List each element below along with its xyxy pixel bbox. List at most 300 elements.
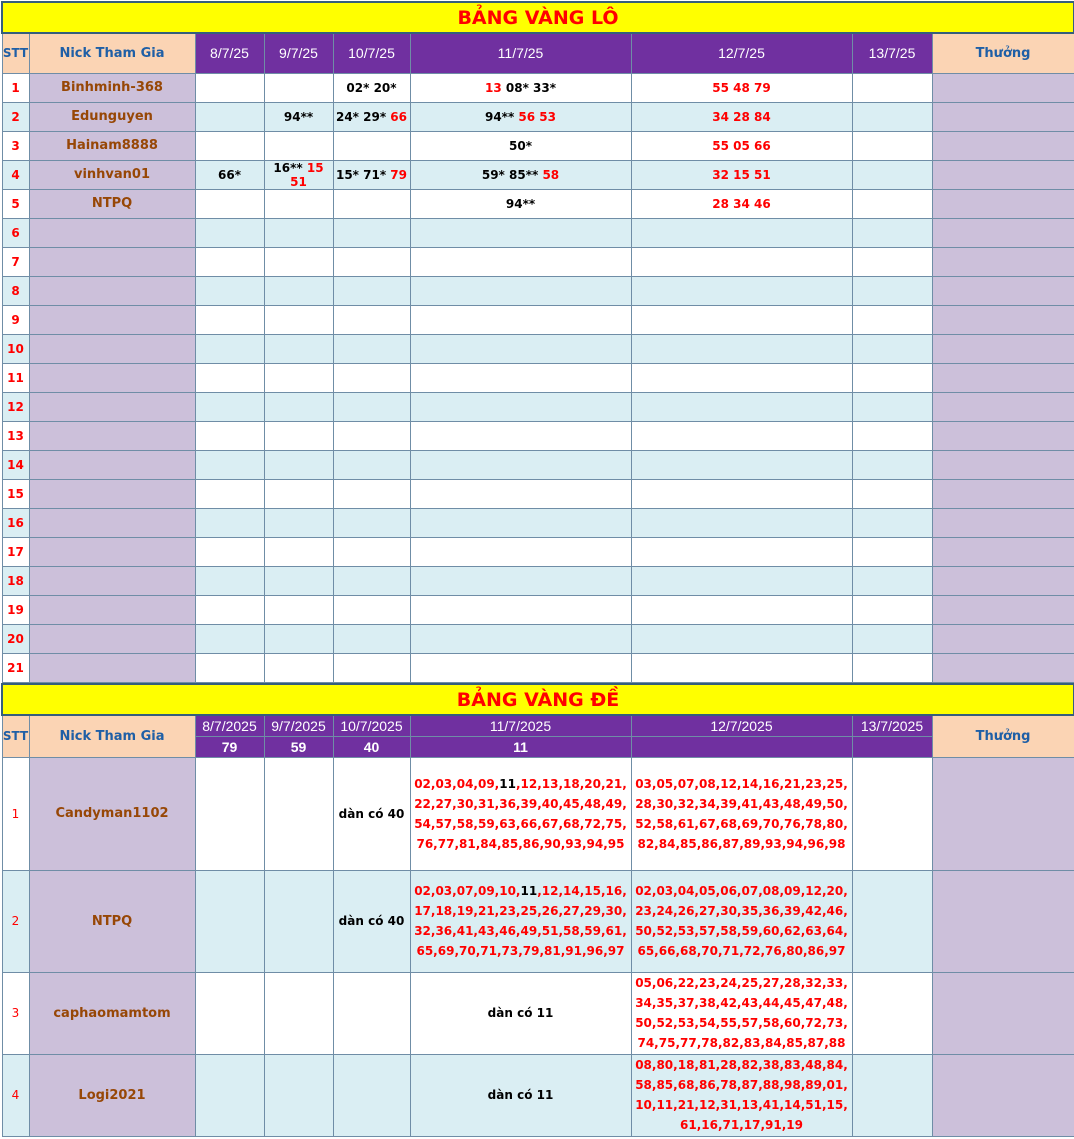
de-result: 11 bbox=[410, 736, 631, 757]
nick-cell bbox=[29, 247, 195, 276]
table-row bbox=[2, 1054, 1074, 1136]
pick-cell bbox=[631, 363, 852, 392]
de-result bbox=[852, 736, 932, 757]
pick-cell bbox=[195, 595, 264, 624]
reward-cell bbox=[932, 508, 1074, 537]
pick-cell bbox=[264, 870, 333, 972]
reward-cell bbox=[932, 131, 1074, 160]
lo-rows bbox=[2, 73, 1074, 682]
row-number: 3 bbox=[2, 972, 29, 1054]
number-list-cell bbox=[631, 757, 852, 870]
pick-cell bbox=[264, 479, 333, 508]
nick-cell bbox=[29, 624, 195, 653]
pick-cell bbox=[631, 392, 852, 421]
table-row bbox=[2, 189, 1074, 218]
pick-cell bbox=[852, 334, 932, 363]
pick-cell bbox=[195, 363, 264, 392]
reward-cell bbox=[932, 247, 1074, 276]
pick-cell bbox=[264, 757, 333, 870]
pick-cell bbox=[195, 508, 264, 537]
pick-cell bbox=[852, 102, 932, 131]
pick-cell bbox=[195, 218, 264, 247]
pick-cell bbox=[333, 757, 410, 870]
pick-cell bbox=[631, 450, 852, 479]
pick-cell bbox=[264, 160, 333, 189]
pick-cell bbox=[195, 334, 264, 363]
nick-cell bbox=[29, 450, 195, 479]
pick-cell bbox=[333, 305, 410, 334]
pick-cell bbox=[631, 73, 852, 102]
pick-cell bbox=[410, 189, 631, 218]
reward-cell bbox=[932, 102, 1074, 131]
table-row bbox=[2, 102, 1074, 131]
row-number: 14 bbox=[2, 450, 29, 479]
pick-cell bbox=[852, 276, 932, 305]
pick-cell bbox=[631, 537, 852, 566]
pick-cell bbox=[410, 247, 631, 276]
cell-number-segment: 02,03,07,09,10, bbox=[414, 884, 521, 898]
pick-cell bbox=[264, 247, 333, 276]
cell-number-segment: 02* 20* bbox=[346, 80, 397, 95]
pick-cell bbox=[410, 305, 631, 334]
cell-number-segment: dàn có 40 bbox=[338, 806, 405, 821]
table-row bbox=[2, 653, 1074, 682]
cell-number-segment: 15 51 bbox=[290, 160, 324, 189]
lo-header-date: 13/7/25 bbox=[852, 33, 932, 73]
nick-cell bbox=[29, 508, 195, 537]
pick-cell bbox=[264, 218, 333, 247]
row-number: 6 bbox=[2, 218, 29, 247]
de-header-date: 12/7/2025 bbox=[631, 715, 852, 736]
cell-number-segment: 66 bbox=[390, 109, 407, 124]
pick-cell bbox=[264, 508, 333, 537]
reward-cell bbox=[932, 392, 1074, 421]
de-header-stt: STT bbox=[2, 715, 29, 757]
cell-number-segment: 15* 71* bbox=[335, 167, 391, 182]
lo-title: BẢNG VÀNG LÔ bbox=[2, 2, 1074, 33]
pick-cell bbox=[410, 334, 631, 363]
pick-cell bbox=[333, 131, 410, 160]
row-number: 3 bbox=[2, 131, 29, 160]
pick-cell bbox=[852, 189, 932, 218]
row-number: 7 bbox=[2, 247, 29, 276]
pick-cell bbox=[195, 131, 264, 160]
pick-cell bbox=[333, 595, 410, 624]
table-row bbox=[2, 392, 1074, 421]
pick-cell bbox=[852, 757, 932, 870]
cell-number-segment: 50* bbox=[509, 138, 532, 153]
pick-cell bbox=[410, 653, 631, 682]
pick-cell bbox=[852, 653, 932, 682]
reward-cell bbox=[932, 189, 1074, 218]
row-number: 2 bbox=[2, 870, 29, 972]
row-number: 15 bbox=[2, 479, 29, 508]
pick-cell bbox=[852, 363, 932, 392]
row-number: 4 bbox=[2, 1054, 29, 1136]
table-row bbox=[2, 972, 1074, 1054]
pick-cell bbox=[264, 450, 333, 479]
pick-cell bbox=[195, 1054, 264, 1136]
de-result: 59 bbox=[264, 736, 333, 757]
pick-cell bbox=[852, 537, 932, 566]
pick-cell bbox=[264, 334, 333, 363]
pick-cell bbox=[333, 218, 410, 247]
pick-cell bbox=[333, 479, 410, 508]
pick-cell bbox=[410, 160, 631, 189]
cell-number-segment: 02,03,04,09, bbox=[414, 776, 500, 791]
pick-cell bbox=[410, 73, 631, 102]
row-number: 20 bbox=[2, 624, 29, 653]
cell-number-segment: 32 15 51 bbox=[712, 167, 771, 182]
number-list-cell bbox=[410, 757, 631, 870]
cell-number-segment: ,12,13,18,20,21,22,27,30,31,36,39,40,45,48,49,54,57,58,59,63,66,67,68,72,75,76,77,81,84,85,86,90,93,94,95 bbox=[414, 776, 627, 851]
cell-number-segment: ,12,14,15,16,17,18,19,21,23,25,26,27,29,30,32,36,41,43,46,49,51,58,59,61,65,69,70,71,73,79,81,91,96,97 bbox=[414, 884, 627, 958]
reward-cell bbox=[932, 1054, 1074, 1136]
de-header-date: 9/7/2025 bbox=[264, 715, 333, 736]
pick-cell bbox=[631, 508, 852, 537]
de-header-reward: Thưởng bbox=[932, 715, 1074, 757]
table-row bbox=[2, 566, 1074, 595]
pick-cell bbox=[631, 102, 852, 131]
reward-cell bbox=[932, 218, 1074, 247]
lo-header-nick: Nick Tham Gia bbox=[29, 33, 195, 73]
pick-cell bbox=[195, 305, 264, 334]
cell-number-segment: 03,05,07,08,12,14,16,21,23,25,28,30,32,34,39,41,43,48,49,50,52,58,61,67,68,69,70,76,78,80,82,84,85,86,87,89,93,94,96,98 bbox=[635, 776, 848, 851]
pick-cell bbox=[631, 160, 852, 189]
de-header-nick: Nick Tham Gia bbox=[29, 715, 195, 757]
pick-cell bbox=[852, 305, 932, 334]
pick-cell bbox=[195, 102, 264, 131]
lo-header-date: 9/7/25 bbox=[264, 33, 333, 73]
row-number: 1 bbox=[2, 757, 29, 870]
pick-cell bbox=[631, 653, 852, 682]
nick-cell: caphaomamtom bbox=[29, 972, 195, 1054]
de-title: BẢNG VÀNG ĐỀ bbox=[2, 684, 1074, 715]
cell-number-segment: 94** bbox=[505, 196, 536, 211]
cell-number-segment: 55 48 79 bbox=[712, 80, 771, 95]
pick-cell bbox=[852, 479, 932, 508]
pick-cell bbox=[195, 653, 264, 682]
pick-cell bbox=[333, 972, 410, 1054]
cell-number-segment: 08,80,18,81,28,82,38,83,48,84,58,85,68,86,78,87,88,98,89,01,10,11,21,12,31,13,41,14,51,15,61,16,71,17,91,19 bbox=[635, 1058, 848, 1132]
reward-cell bbox=[932, 624, 1074, 653]
nick-cell: Candyman1102 bbox=[29, 757, 195, 870]
lo-header-reward: Thưởng bbox=[932, 33, 1074, 73]
nick-cell: vinhvan01 bbox=[29, 160, 195, 189]
pick-cell bbox=[333, 276, 410, 305]
nick-cell bbox=[29, 566, 195, 595]
lo-header-date: 10/7/25 bbox=[333, 33, 410, 73]
cell-number-segment: 11 bbox=[499, 776, 516, 791]
pick-cell bbox=[195, 160, 264, 189]
table-row bbox=[2, 595, 1074, 624]
table-row bbox=[2, 305, 1074, 334]
table-row bbox=[2, 450, 1074, 479]
pick-cell bbox=[264, 566, 333, 595]
de-header-date: 11/7/2025 bbox=[410, 715, 631, 736]
pick-cell bbox=[333, 653, 410, 682]
pick-cell bbox=[333, 421, 410, 450]
pick-cell bbox=[631, 305, 852, 334]
pick-cell bbox=[333, 392, 410, 421]
cell-number-segment: 11 bbox=[520, 884, 538, 898]
pick-cell bbox=[852, 160, 932, 189]
pick-cell bbox=[195, 537, 264, 566]
pick-cell bbox=[264, 392, 333, 421]
pick-cell bbox=[195, 972, 264, 1054]
pick-cell bbox=[264, 131, 333, 160]
pick-cell bbox=[195, 870, 264, 972]
cell-number-segment: 28 34 46 bbox=[712, 196, 771, 211]
reward-cell bbox=[932, 972, 1074, 1054]
row-number: 1 bbox=[2, 73, 29, 102]
lo-header-stt: STT bbox=[2, 33, 29, 73]
reward-cell bbox=[932, 305, 1074, 334]
table-row bbox=[2, 421, 1074, 450]
cell-number-segment: 79 bbox=[390, 167, 407, 182]
pick-cell bbox=[852, 508, 932, 537]
pick-cell bbox=[195, 189, 264, 218]
cell-number-segment: 05,06,22,23,24,25,27,28,32,33,34,35,37,38,42,43,44,45,47,48,50,52,53,54,55,57,58,60,72,73,74,75,77,78,82,83,84,85,87,88 bbox=[635, 976, 848, 1050]
de-result: 40 bbox=[333, 736, 410, 757]
table-row bbox=[2, 160, 1074, 189]
pick-cell bbox=[195, 757, 264, 870]
nick-cell bbox=[29, 595, 195, 624]
row-number: 10 bbox=[2, 334, 29, 363]
pick-cell bbox=[410, 624, 631, 653]
table-row bbox=[2, 131, 1074, 160]
number-list-cell bbox=[631, 1054, 852, 1136]
reward-cell bbox=[932, 653, 1074, 682]
reward-cell bbox=[932, 566, 1074, 595]
table-row bbox=[2, 624, 1074, 653]
nick-cell bbox=[29, 537, 195, 566]
pick-cell bbox=[631, 479, 852, 508]
pick-cell bbox=[333, 508, 410, 537]
pick-cell bbox=[852, 566, 932, 595]
lo-table bbox=[1, 1, 1074, 683]
reward-cell bbox=[932, 450, 1074, 479]
nick-cell bbox=[29, 334, 195, 363]
pick-cell bbox=[852, 218, 932, 247]
pick-cell bbox=[852, 131, 932, 160]
nick-cell bbox=[29, 653, 195, 682]
pick-cell bbox=[631, 218, 852, 247]
lo-header-date: 12/7/25 bbox=[631, 33, 852, 73]
pick-cell bbox=[852, 972, 932, 1054]
pick-cell bbox=[852, 247, 932, 276]
cell-number-segment: 13 bbox=[484, 80, 502, 95]
table-row bbox=[2, 276, 1074, 305]
pick-cell bbox=[410, 218, 631, 247]
pick-cell bbox=[264, 653, 333, 682]
table-row bbox=[2, 218, 1074, 247]
pick-cell bbox=[852, 1054, 932, 1136]
de-rows bbox=[2, 757, 1074, 1136]
reward-cell bbox=[932, 595, 1074, 624]
table-row bbox=[2, 508, 1074, 537]
pick-cell bbox=[333, 160, 410, 189]
reward-cell bbox=[932, 334, 1074, 363]
row-number: 12 bbox=[2, 392, 29, 421]
pick-cell bbox=[264, 305, 333, 334]
de-result: 79 bbox=[195, 736, 264, 757]
pick-cell bbox=[333, 334, 410, 363]
lo-header-date: 11/7/25 bbox=[410, 33, 631, 73]
pick-cell bbox=[333, 450, 410, 479]
pick-cell bbox=[333, 247, 410, 276]
cell-number-segment: 94** bbox=[283, 109, 314, 124]
de-table bbox=[1, 683, 1074, 1137]
pick-cell bbox=[410, 102, 631, 131]
pick-cell bbox=[264, 189, 333, 218]
pick-cell bbox=[631, 276, 852, 305]
nick-cell: Hainam8888 bbox=[29, 131, 195, 160]
lo-header-date: 8/7/25 bbox=[195, 33, 264, 73]
pick-cell bbox=[264, 1054, 333, 1136]
pick-cell bbox=[264, 624, 333, 653]
pick-cell bbox=[410, 537, 631, 566]
number-list-cell bbox=[631, 870, 852, 972]
pick-cell bbox=[410, 363, 631, 392]
pick-cell bbox=[195, 566, 264, 595]
pick-cell bbox=[410, 1054, 631, 1136]
pick-cell bbox=[333, 189, 410, 218]
cell-number-segment: 24* 29* bbox=[335, 109, 391, 124]
pick-cell bbox=[195, 421, 264, 450]
reward-cell bbox=[932, 870, 1074, 972]
pick-cell bbox=[195, 479, 264, 508]
number-list-cell bbox=[410, 870, 631, 972]
cell-number-segment: 66* bbox=[218, 167, 241, 182]
nick-cell bbox=[29, 218, 195, 247]
pick-cell bbox=[333, 73, 410, 102]
nick-cell bbox=[29, 276, 195, 305]
pick-cell bbox=[631, 334, 852, 363]
pick-cell bbox=[410, 450, 631, 479]
pick-cell bbox=[333, 363, 410, 392]
nick-cell bbox=[29, 305, 195, 334]
table-row bbox=[2, 757, 1074, 870]
pick-cell bbox=[852, 870, 932, 972]
pick-cell bbox=[264, 972, 333, 1054]
cell-number-segment: 59* 85** bbox=[481, 167, 543, 182]
nick-cell: Logi2021 bbox=[29, 1054, 195, 1136]
nick-cell: Edunguyen bbox=[29, 102, 195, 131]
de-header-date: 10/7/2025 bbox=[333, 715, 410, 736]
row-number: 4 bbox=[2, 160, 29, 189]
nick-cell bbox=[29, 479, 195, 508]
pick-cell bbox=[195, 247, 264, 276]
pick-cell bbox=[333, 566, 410, 595]
pick-cell bbox=[631, 595, 852, 624]
pick-cell bbox=[631, 566, 852, 595]
row-number: 11 bbox=[2, 363, 29, 392]
pick-cell bbox=[410, 276, 631, 305]
table-row bbox=[2, 363, 1074, 392]
pick-cell bbox=[410, 421, 631, 450]
pick-cell bbox=[410, 972, 631, 1054]
table-row bbox=[2, 73, 1074, 102]
de-header-date: 13/7/2025 bbox=[852, 715, 932, 736]
cell-number-segment: 58 bbox=[542, 167, 560, 182]
de-result bbox=[631, 736, 852, 757]
nick-cell: NTPQ bbox=[29, 189, 195, 218]
cell-number-segment: dàn có 11 bbox=[487, 1006, 554, 1020]
cell-number-segment: 08* 33* bbox=[501, 80, 556, 95]
nick-cell: Binhminh-368 bbox=[29, 73, 195, 102]
pick-cell bbox=[195, 450, 264, 479]
row-number: 5 bbox=[2, 189, 29, 218]
row-number: 17 bbox=[2, 537, 29, 566]
pick-cell bbox=[631, 189, 852, 218]
pick-cell bbox=[333, 870, 410, 972]
pick-cell bbox=[264, 276, 333, 305]
reward-cell bbox=[932, 537, 1074, 566]
reward-cell bbox=[932, 479, 1074, 508]
pick-cell bbox=[195, 624, 264, 653]
cell-number-segment: dàn có 11 bbox=[487, 1088, 554, 1102]
cell-number-segment: 34 28 84 bbox=[712, 109, 771, 124]
pick-cell bbox=[852, 73, 932, 102]
pick-cell bbox=[264, 102, 333, 131]
table-row bbox=[2, 247, 1074, 276]
pick-cell bbox=[410, 392, 631, 421]
pick-cell bbox=[264, 595, 333, 624]
pick-cell bbox=[333, 624, 410, 653]
row-number: 8 bbox=[2, 276, 29, 305]
pick-cell bbox=[410, 479, 631, 508]
row-number: 21 bbox=[2, 653, 29, 682]
de-header-date: 8/7/2025 bbox=[195, 715, 264, 736]
cell-number-segment: 56 53 bbox=[518, 109, 556, 124]
reward-cell bbox=[932, 276, 1074, 305]
row-number: 9 bbox=[2, 305, 29, 334]
row-number: 19 bbox=[2, 595, 29, 624]
pick-cell bbox=[195, 276, 264, 305]
pick-cell bbox=[264, 421, 333, 450]
row-number: 16 bbox=[2, 508, 29, 537]
pick-cell bbox=[852, 595, 932, 624]
nick-cell: NTPQ bbox=[29, 870, 195, 972]
pick-cell bbox=[852, 421, 932, 450]
table-row bbox=[2, 870, 1074, 972]
reward-cell bbox=[932, 363, 1074, 392]
reward-cell bbox=[932, 757, 1074, 870]
pick-cell bbox=[631, 421, 852, 450]
pick-cell bbox=[852, 624, 932, 653]
cell-number-segment: 94** bbox=[484, 109, 519, 124]
pick-cell bbox=[631, 131, 852, 160]
nick-cell bbox=[29, 392, 195, 421]
pick-cell bbox=[264, 73, 333, 102]
pick-cell bbox=[195, 392, 264, 421]
cell-number-segment: 55 05 66 bbox=[712, 138, 771, 153]
row-number: 2 bbox=[2, 102, 29, 131]
cell-number-segment: 02,03,04,05,06,07,08,09,12,20,23,24,26,27,30,35,36,39,42,46,50,52,53,57,58,59,60,62,63,64,65,66,68,70,71,72,76,80,86,97 bbox=[635, 884, 848, 958]
pick-cell bbox=[852, 450, 932, 479]
reward-cell bbox=[932, 421, 1074, 450]
row-number: 18 bbox=[2, 566, 29, 595]
table-row bbox=[2, 334, 1074, 363]
table-row bbox=[2, 537, 1074, 566]
row-number: 13 bbox=[2, 421, 29, 450]
pick-cell bbox=[333, 1054, 410, 1136]
pick-cell bbox=[410, 508, 631, 537]
pick-cell bbox=[264, 537, 333, 566]
pick-cell bbox=[410, 595, 631, 624]
reward-cell bbox=[932, 73, 1074, 102]
